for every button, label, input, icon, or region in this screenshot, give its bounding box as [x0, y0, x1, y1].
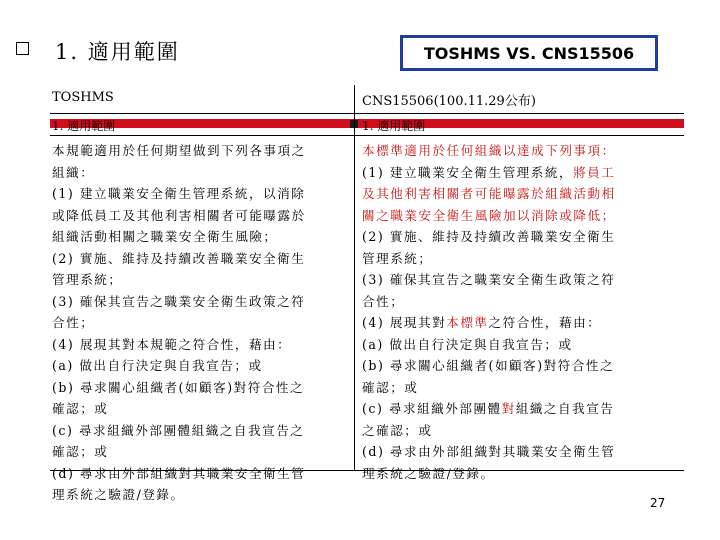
comparison-title-box: TOSHMS VS. CNS15506 [400, 35, 658, 71]
left-text-line: 確認；或 [52, 444, 109, 459]
text-segment: (c) 尋求組織外部團體 [362, 401, 502, 416]
text-segment: (4) 展現其對 [362, 315, 447, 330]
left-text-line: (a) 做出自行決定與自我宣告；或 [52, 358, 263, 373]
text-segment: (a) 做出自行決定與自我宣告；或 [362, 336, 573, 352]
left-text-line: (1) 建立職業安全衛生管理系統，以消除 [52, 186, 306, 201]
right-column-text [362, 140, 662, 484]
right-text-line [362, 334, 662, 356]
right-text-line [362, 140, 662, 162]
text-segment: 合性； [362, 293, 405, 309]
right-text-line [362, 420, 662, 442]
right-text-line [362, 463, 662, 485]
left-text-line: 理系統之驗證/登錄。 [52, 487, 185, 502]
left-text-line: (3) 確保其宣告之職業安全衛生政策之符 [52, 293, 306, 309]
highlighted-text: 關之職業安全衛生風險加以消除或降低； [362, 207, 616, 223]
slide-title: 1. 適用範圍 [55, 40, 180, 64]
right-text-line [362, 355, 662, 377]
left-column-header: TOSHMS [52, 90, 114, 105]
table-divider-top [50, 113, 684, 114]
right-text-line [362, 162, 662, 184]
right-text-line [362, 226, 662, 248]
left-text-line: (2) 實施、維持及持續改善職業安全衛生 [52, 250, 306, 266]
right-text-line [362, 269, 662, 291]
right-text-line [362, 377, 662, 399]
left-text-line: (d) 尋求由外部組織對其職業安全衛生管 [52, 465, 306, 481]
left-text-line: 確認；或 [52, 401, 109, 416]
text-segment: 組織之自我宣告 [515, 401, 615, 416]
right-text-line [362, 398, 662, 420]
left-text-line: 或降低員工及其他利害相關者可能曝露於 [52, 207, 306, 223]
text-segment: (3) 確保其宣告之職業安全衛生政策之符 [362, 272, 616, 287]
left-text-line: 組織： [52, 164, 95, 180]
left-text-line: (b) 尋求關心組織者(如顧客)對符合性之 [52, 379, 305, 395]
left-text-line: 本規範適用於任何期望做到下列各事項之 [52, 143, 306, 158]
text-segment: (d) 尋求由外部組織對其職業安全衛生管 [362, 444, 616, 459]
right-text-line [362, 205, 662, 227]
bullet-marker [16, 42, 29, 55]
right-text-line [362, 291, 662, 313]
highlighted-text: 對 [501, 401, 516, 416]
right-text-line [362, 441, 662, 463]
page-number: 27 [650, 496, 666, 510]
right-text-line [362, 312, 662, 334]
highlighted-text: 將員工 [573, 164, 616, 180]
left-text-line: 組織活動相關之職業安全衛生風險； [52, 229, 278, 244]
text-segment: 之確認；或 [362, 422, 433, 438]
text-segment: 確認；或 [362, 379, 419, 395]
text-segment: 管理系統； [362, 250, 433, 266]
right-text-line [362, 183, 662, 205]
left-section-heading: 1. 適用範圍 [52, 119, 116, 133]
text-segment: 理系統之驗證/登錄。 [362, 465, 495, 481]
highlighted-text: 本標準適用於任何組織以達成下列事項： [362, 143, 616, 158]
text-segment: 之符合性，藉由： [488, 315, 602, 330]
column-divider [354, 85, 355, 470]
left-text-line: (4) 展現其對本規範之符合性，藉由： [52, 336, 292, 352]
right-column-header: CNS15506(100.11.29公布) [362, 94, 536, 109]
highlighted-text: 及其他利害相關者可能曝露於組織活動相 [362, 186, 616, 201]
text-segment: (1) 建立職業安全衛生管理系統， [362, 164, 574, 180]
left-column-text [52, 140, 344, 506]
right-section-heading: 1. 適用範圍 [362, 119, 426, 133]
text-segment: (2) 實施、維持及持續改善職業安全衛生 [362, 229, 616, 244]
left-text-line: 合性； [52, 315, 95, 330]
text-segment: (b) 尋求關心組織者(如顧客)對符合性之 [362, 358, 615, 373]
right-text-line [362, 248, 662, 270]
left-text-line: (c) 尋求組織外部團體組織之自我宣告之 [52, 422, 305, 438]
left-text-line: 管理系統； [52, 272, 123, 287]
table-divider-middle [50, 135, 684, 136]
highlighted-text: 本標準 [446, 315, 489, 330]
